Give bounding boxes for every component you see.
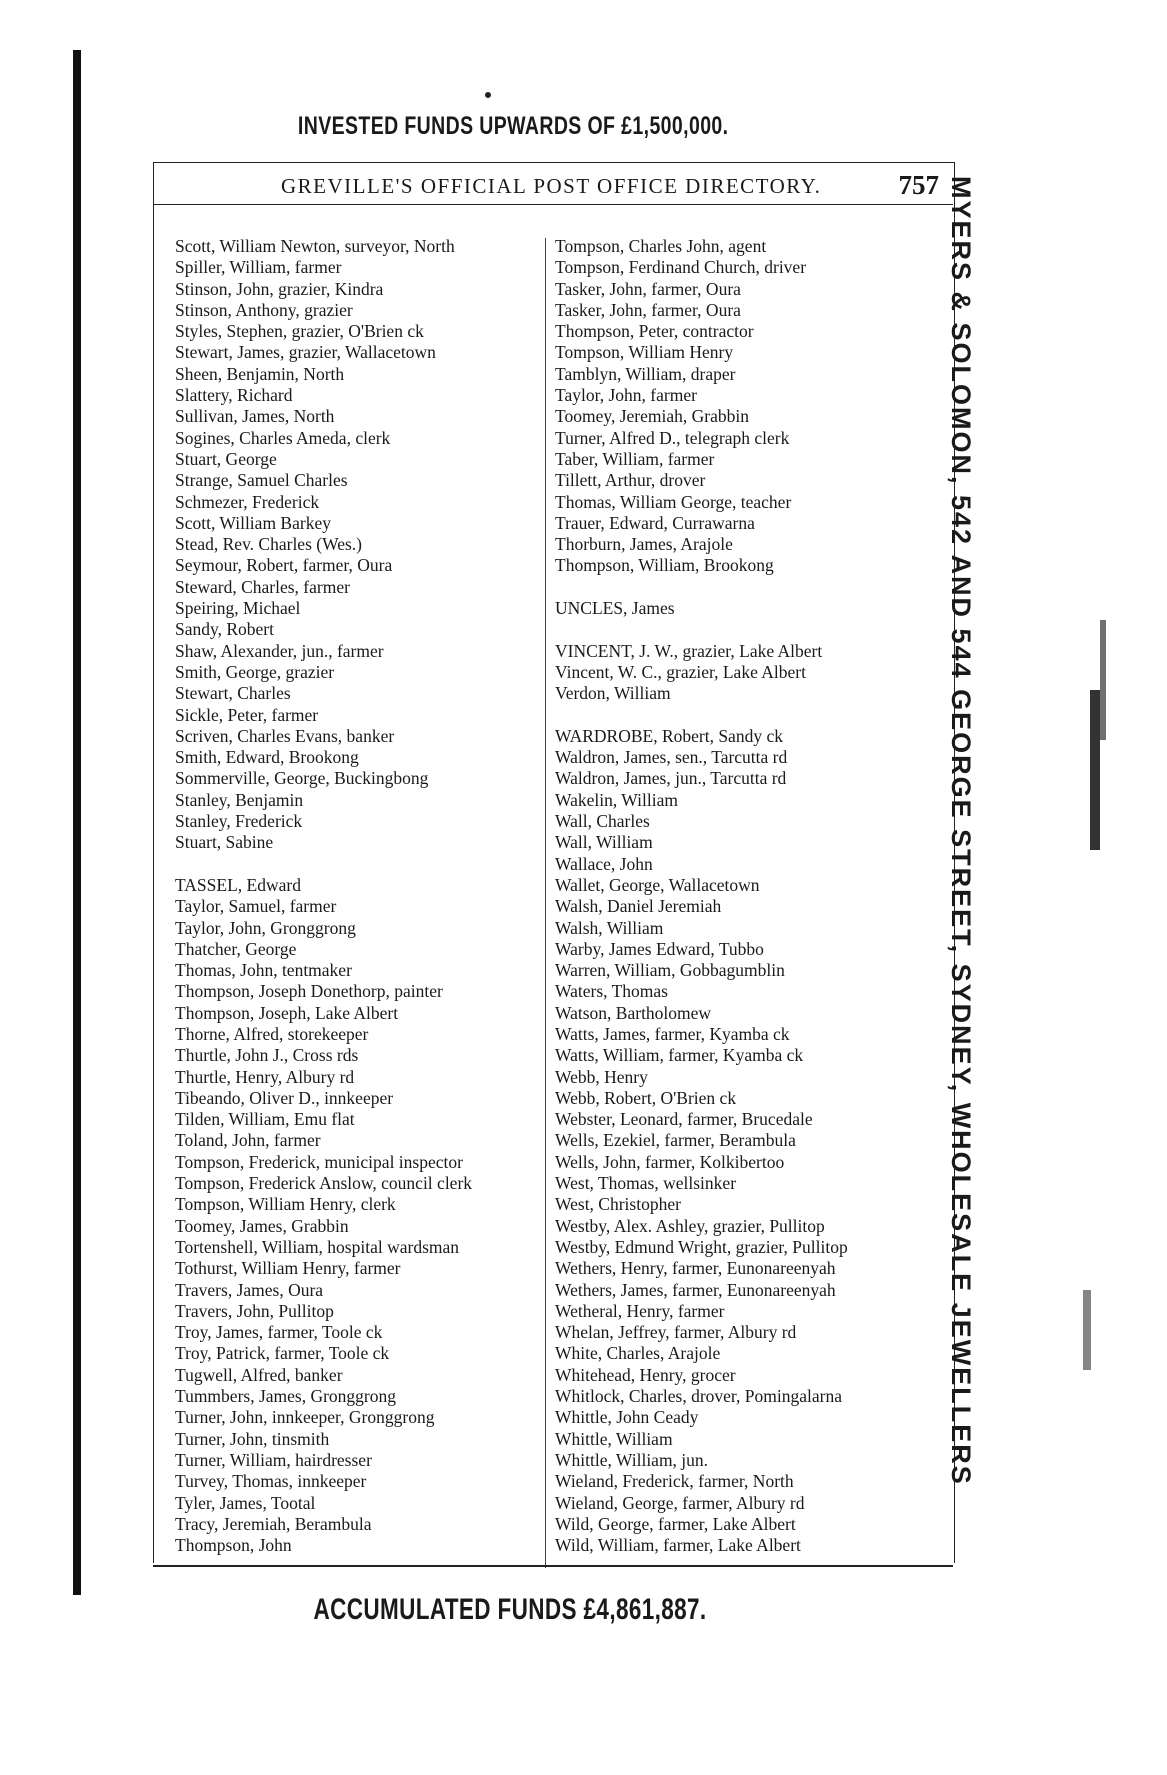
directory-entry: Tompson, Frederick Anslow, council clerk bbox=[175, 1173, 473, 1194]
directory-entry: Scott, William Barkey bbox=[175, 512, 331, 533]
directory-entry: White, Charles, Arajole bbox=[555, 1343, 721, 1364]
scan-noise bbox=[1100, 620, 1106, 740]
directory-entry: Sogines, Charles Ameda, clerk bbox=[175, 427, 391, 448]
directory-entry: Stinson, John, grazier, Kindra bbox=[175, 278, 384, 299]
directory-entry: Wallet, George, Wallacetown bbox=[555, 874, 760, 895]
directory-entry: Watson, Bartholomew bbox=[555, 1002, 712, 1023]
directory-entry: Travers, James, Oura bbox=[175, 1279, 324, 1300]
directory-entry: Walsh, William bbox=[555, 917, 664, 938]
directory-entry: Wall, Charles bbox=[555, 811, 650, 832]
directory-entry: Watts, James, farmer, Kyamba ck bbox=[555, 1023, 790, 1044]
entry-gap bbox=[555, 577, 848, 598]
directory-entry: Thurtle, Henry, Albury rd bbox=[175, 1066, 355, 1087]
directory-entry: Waldron, James, sen., Tarcutta rd bbox=[555, 747, 788, 768]
directory-entry: Thomas, John, tentmaker bbox=[175, 960, 352, 981]
directory-entry: Stuart, Sabine bbox=[175, 832, 274, 853]
directory-entry: Westby, Alex. Ashley, grazier, Pullitop bbox=[555, 1215, 825, 1236]
directory-entry: Seymour, Robert, farmer, Oura bbox=[175, 555, 393, 576]
directory-entry: Stead, Rev. Charles (Wes.) bbox=[175, 534, 362, 555]
directory-entry: Webb, Robert, O'Brien ck bbox=[555, 1087, 737, 1108]
directory-entry: Tothurst, William Henry, farmer bbox=[175, 1258, 401, 1279]
directory-entry: Vincent, W. C., grazier, Lake Albert bbox=[555, 661, 806, 682]
directory-entry: Waters, Thomas bbox=[555, 981, 668, 1002]
side-advert: MYERS & SOLOMON, 542 AND 544 GEORGE STREET, SYDNEY, WHOLESALE JEWELLERS bbox=[946, 176, 976, 1486]
directory-entry: Wallace, John bbox=[555, 853, 653, 874]
directory-entry: Taber, William, farmer bbox=[555, 448, 715, 469]
directory-entry: Thompson, John bbox=[175, 1535, 292, 1556]
entry-gap bbox=[555, 705, 848, 726]
directory-entry: Schmezer, Frederick bbox=[175, 491, 320, 512]
entry-gap bbox=[175, 854, 472, 875]
directory-entry: Strange, Samuel Charles bbox=[175, 470, 348, 491]
directory-entry: Watts, William, farmer, Kyamba ck bbox=[555, 1045, 804, 1066]
directory-entry: Sullivan, James, North bbox=[175, 406, 335, 427]
directory-entry: Taylor, John, Gronggrong bbox=[175, 917, 356, 938]
directory-entry: Sandy, Robert bbox=[175, 619, 274, 640]
directory-entry: Steward, Charles, farmer bbox=[175, 576, 350, 597]
directory-entry: Whitehead, Henry, grocer bbox=[555, 1364, 736, 1385]
bottom-banner: ACCUMULATED FUNDS £4,861,887. bbox=[313, 1593, 707, 1626]
directory-entry: Speiring, Michael bbox=[175, 598, 301, 619]
directory-entry: Tyler, James, Tootal bbox=[175, 1492, 316, 1513]
directory-entry: Webster, Leonard, farmer, Brucedale bbox=[555, 1109, 813, 1130]
directory-entry: Tugwell, Alfred, banker bbox=[175, 1364, 343, 1385]
directory-entry: Walsh, Daniel Jeremiah bbox=[555, 896, 722, 917]
directory-entry: Warren, William, Gobbagumblin bbox=[555, 960, 785, 981]
directory-entry: Thompson, Joseph Donethorp, painter bbox=[175, 981, 443, 1002]
directory-entry: Troy, Patrick, farmer, Toole ck bbox=[175, 1343, 390, 1364]
directory-entry: Tortenshell, William, hospital wardsman bbox=[175, 1236, 460, 1257]
directory-entry: Tompson, William Henry, clerk bbox=[175, 1194, 396, 1215]
directory-entry: Wild, George, farmer, Lake Albert bbox=[555, 1513, 796, 1534]
directory-entry: Thurtle, John J., Cross rds bbox=[175, 1045, 359, 1066]
directory-entry: Turvey, Thomas, innkeeper bbox=[175, 1471, 367, 1492]
directory-entry: TASSEL, Edward bbox=[175, 874, 301, 895]
directory-entry: Tibeando, Oliver D., innkeeper bbox=[175, 1087, 394, 1108]
directory-entry: Turner, John, tinsmith bbox=[175, 1428, 330, 1449]
left-column bbox=[175, 236, 472, 1556]
directory-entry: Slattery, Richard bbox=[175, 385, 293, 406]
directory-entry: Thompson, Peter, contractor bbox=[555, 321, 754, 342]
directory-entry: Thorne, Alfred, storekeeper bbox=[175, 1023, 369, 1044]
page-number: 757 bbox=[898, 170, 939, 200]
directory-entry: Wetheral, Henry, farmer bbox=[555, 1300, 725, 1321]
directory-entry: WARDROBE, Robert, Sandy ck bbox=[555, 725, 783, 746]
directory-entry: Westby, Edmund Wright, grazier, Pullitop bbox=[555, 1236, 848, 1257]
directory-entry: Turner, Alfred D., telegraph clerk bbox=[555, 427, 790, 448]
directory-entry: Stanley, Benjamin bbox=[175, 789, 304, 810]
directory-entry: Tillett, Arthur, drover bbox=[555, 470, 706, 491]
directory-entry: Tummbers, James, Gronggrong bbox=[175, 1386, 397, 1407]
directory-entry: Turner, John, innkeeper, Gronggrong bbox=[175, 1407, 435, 1428]
header-title: GREVILLE'S OFFICIAL POST OFFICE DIRECTORY. bbox=[281, 174, 822, 198]
directory-entry: Travers, John, Pullitop bbox=[175, 1300, 334, 1321]
directory-entry: VINCENT, J. W., grazier, Lake Albert bbox=[555, 640, 823, 661]
right-column bbox=[555, 236, 848, 1556]
directory-entry: Smith, George, grazier bbox=[175, 661, 335, 682]
directory-entry: Whittle, John Ceady bbox=[555, 1407, 699, 1428]
directory-entry: Tompson, William Henry bbox=[555, 342, 734, 363]
directory-entry: Shaw, Alexander, jun., farmer bbox=[175, 640, 384, 661]
directory-entry: Scriven, Charles Evans, banker bbox=[175, 725, 395, 746]
directory-entry: Tompson, Charles John, agent bbox=[555, 236, 767, 256]
directory-entry: Verdon, William bbox=[555, 683, 671, 704]
directory-entry: West, Thomas, wellsinker bbox=[555, 1173, 737, 1194]
directory-entry: Wild, William, farmer, Lake Albert bbox=[555, 1535, 801, 1556]
directory-entry: Thompson, Joseph, Lake Albert bbox=[175, 1002, 399, 1023]
directory-entry: Toland, John, farmer bbox=[175, 1130, 321, 1151]
scan-noise bbox=[1090, 690, 1100, 850]
directory-entry: Taylor, John, farmer bbox=[555, 385, 697, 406]
top-banner: INVESTED FUNDS UPWARDS OF £1,500,000. bbox=[297, 112, 729, 140]
directory-entry: Troy, James, farmer, Toole ck bbox=[175, 1322, 383, 1343]
directory-entry: Wethers, James, farmer, Eunonareenyah bbox=[555, 1279, 836, 1300]
directory-entry: Wethers, Henry, farmer, Eunonareenyah bbox=[555, 1258, 836, 1279]
directory-entry: Sommerville, George, Buckingbong bbox=[175, 768, 429, 789]
directory-entry: Sickle, Peter, farmer bbox=[175, 704, 319, 725]
directory-entry: Wells, Ezekiel, farmer, Berambula bbox=[555, 1130, 796, 1151]
directory-entry: Wells, John, farmer, Kolkibertoo bbox=[555, 1151, 785, 1172]
directory-entry: Taylor, Samuel, farmer bbox=[175, 896, 337, 917]
entry-gap bbox=[555, 619, 848, 640]
directory-entry: Tilden, William, Emu flat bbox=[175, 1109, 355, 1130]
directory-entry: Warby, James Edward, Tubbo bbox=[555, 938, 764, 959]
directory-entry: Tamblyn, William, draper bbox=[555, 363, 736, 384]
scan-noise bbox=[1083, 1290, 1091, 1370]
directory-entry: Scott, William Newton, surveyor, North bbox=[175, 236, 455, 256]
directory-entry: Stuart, George bbox=[175, 448, 277, 469]
left-margin-rule bbox=[73, 50, 81, 1595]
directory-entry: Whitlock, Charles, drover, Pomingalarna bbox=[555, 1386, 842, 1407]
directory-entry: Stanley, Frederick bbox=[175, 811, 303, 832]
directory-entry: Trauer, Edward, Currawarna bbox=[555, 512, 755, 533]
directory-entry: Thomas, William George, teacher bbox=[555, 491, 792, 512]
directory-entry: Tompson, Frederick, municipal inspector bbox=[175, 1151, 463, 1172]
directory-entry: Tasker, John, farmer, Oura bbox=[555, 278, 741, 299]
directory-entry: Thompson, William, Brookong bbox=[555, 555, 774, 576]
directory-entry: Stewart, Charles bbox=[175, 683, 291, 704]
directory-entry: Whelan, Jeffrey, farmer, Albury rd bbox=[555, 1322, 797, 1343]
directory-entry: Spiller, William, farmer bbox=[175, 257, 342, 278]
directory-entry: Wieland, Frederick, farmer, North bbox=[555, 1471, 794, 1492]
directory-entry: Thorburn, James, Arajole bbox=[555, 534, 733, 555]
bottom-rule bbox=[153, 1565, 953, 1567]
directory-entry: Stewart, James, grazier, Wallacetown bbox=[175, 342, 436, 363]
directory-entry: Toomey, Jeremiah, Grabbin bbox=[555, 406, 749, 427]
ink-dot bbox=[485, 92, 491, 98]
directory-entry: Sheen, Benjamin, North bbox=[175, 363, 345, 384]
directory-entry: Thatcher, George bbox=[175, 938, 297, 959]
directory-entry: Wieland, George, farmer, Albury rd bbox=[555, 1492, 805, 1513]
running-header bbox=[153, 172, 953, 205]
directory-entry: Wakelin, William bbox=[555, 789, 678, 810]
directory-entry: Waldron, James, jun., Tarcutta rd bbox=[555, 768, 787, 789]
directory-entry: Stinson, Anthony, grazier bbox=[175, 299, 353, 320]
directory-entry: Tasker, John, farmer, Oura bbox=[555, 299, 741, 320]
directory-entry: Styles, Stephen, grazier, O'Brien ck bbox=[175, 321, 424, 342]
directory-entry: Toomey, James, Grabbin bbox=[175, 1215, 349, 1236]
directory-entry: Smith, Edward, Brookong bbox=[175, 747, 359, 768]
directory-entry: Whittle, William, jun. bbox=[555, 1449, 709, 1470]
directory-entry: UNCLES, James bbox=[555, 598, 675, 619]
directory-entry: Turner, William, hairdresser bbox=[175, 1449, 372, 1470]
directory-entry: Whittle, William bbox=[555, 1428, 673, 1449]
directory-entry: Tracy, Jeremiah, Berambula bbox=[175, 1513, 372, 1534]
directory-entry: Tompson, Ferdinand Church, driver bbox=[555, 257, 807, 278]
directory-entry: West, Christopher bbox=[555, 1194, 681, 1215]
directory-entry: Wall, William bbox=[555, 832, 653, 853]
column-divider bbox=[545, 238, 546, 1568]
directory-entry: Webb, Henry bbox=[555, 1066, 648, 1087]
